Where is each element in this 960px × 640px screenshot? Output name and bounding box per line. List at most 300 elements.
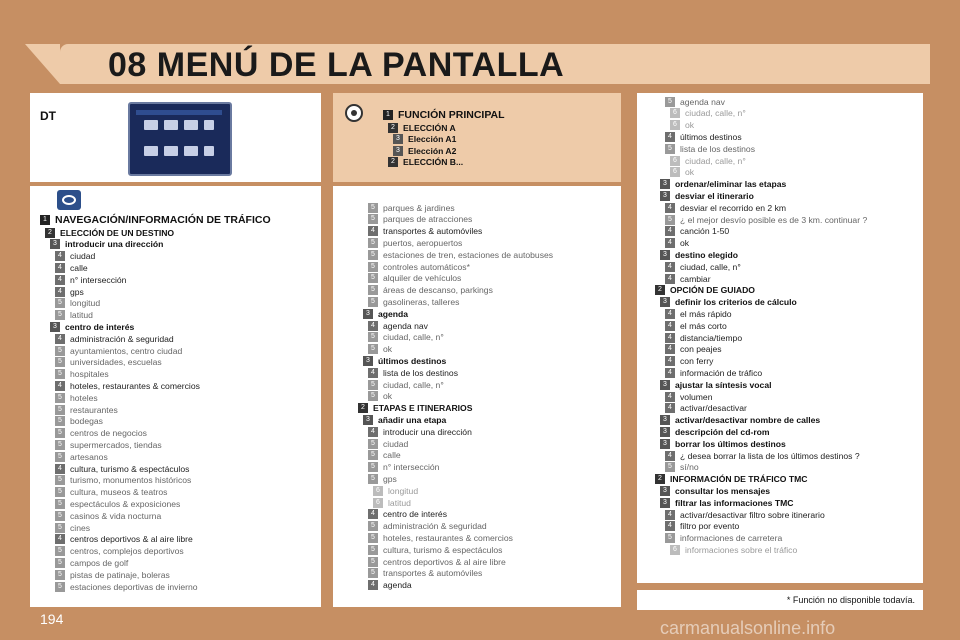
- level-badge: 4: [55, 381, 65, 391]
- level-badge: 3: [660, 380, 670, 390]
- level-badge: 3: [363, 415, 373, 425]
- menu-item-text: filtro por evento: [680, 521, 740, 532]
- menu-item-text: restaurantes: [70, 404, 118, 415]
- col2-item: [368, 568, 482, 579]
- col2-item: [368, 580, 412, 591]
- col3-item: [665, 450, 860, 461]
- level-badge: 4: [55, 275, 65, 285]
- menu-item-text: agenda nav: [680, 96, 725, 107]
- col2-item: [368, 367, 458, 378]
- menu-item-text: centros de negocios: [70, 428, 147, 439]
- level-badge: 4: [665, 368, 675, 378]
- menu-item-text: ciudad, calle, n°: [680, 261, 741, 272]
- menu-item-text: descripción del cd-rom: [675, 426, 770, 437]
- menu-item-text: canción 1-50: [680, 226, 730, 237]
- col1-item: [55, 487, 167, 498]
- level-badge: 4: [368, 226, 378, 236]
- level-badge: 5: [55, 499, 65, 509]
- level-badge: 5: [368, 262, 378, 272]
- col1-item: [55, 251, 95, 262]
- col3-item: [660, 497, 793, 508]
- menu-item-text: centro de interés: [65, 321, 135, 332]
- screen-icon: [164, 146, 178, 156]
- col1-item: [55, 463, 189, 474]
- col3-item: [665, 202, 786, 213]
- col2-item: [368, 438, 408, 449]
- col2-item: [368, 556, 506, 567]
- col2-item: [363, 414, 446, 425]
- menu-item-text: latitud: [388, 497, 411, 508]
- col2-item: [368, 237, 462, 248]
- level-badge: 5: [55, 298, 65, 308]
- level-badge: 4: [665, 333, 675, 343]
- level-badge: 3: [660, 191, 670, 201]
- level-badge: 2: [45, 228, 55, 238]
- level-badge: 3: [393, 134, 403, 144]
- menu-item-text: ajustar la síntesis vocal: [675, 379, 772, 390]
- level-badge: 3: [363, 356, 373, 366]
- menu-item-text: ok: [685, 120, 695, 131]
- menu-item-text: Elección A1: [408, 134, 457, 144]
- level-badge: 5: [55, 369, 65, 379]
- watermark: carmanualsonline.info: [660, 618, 836, 638]
- level-badge: 4: [368, 427, 378, 437]
- level-badge: 5: [368, 332, 378, 342]
- level-badge: 5: [665, 462, 675, 472]
- level-badge: 5: [55, 428, 65, 438]
- menu-item-text: alquiler de vehículos: [383, 273, 462, 284]
- menu-item-text: pistas de patinaje, boleras: [70, 569, 170, 580]
- menu-item-text: administración & seguridad: [383, 521, 487, 532]
- col1-item: [55, 522, 90, 533]
- level-badge: 5: [55, 558, 65, 568]
- menu-item-text: espectáculos & exposiciones: [70, 498, 181, 509]
- col3-item: [665, 509, 825, 520]
- col1-item: [50, 321, 134, 332]
- col2-item: [358, 403, 472, 414]
- level-badge: 5: [55, 393, 65, 403]
- screen-icon: [144, 120, 158, 130]
- level-badge: 3: [660, 498, 670, 508]
- screen-icon: [204, 146, 214, 156]
- level-badge: 6: [670, 156, 680, 166]
- col1-item: [40, 214, 271, 225]
- col3-item: [670, 155, 746, 166]
- level-badge: 4: [55, 251, 65, 261]
- col3-item: [660, 415, 820, 426]
- menu-item-text: hoteles: [70, 392, 98, 403]
- menu-item-text: desviar el recorrido en 2 km: [680, 202, 787, 213]
- col2-item: [368, 379, 444, 390]
- menu-item-text: ok: [685, 167, 695, 178]
- level-badge: 4: [665, 203, 675, 213]
- level-badge: 3: [363, 309, 373, 319]
- level-badge: 5: [368, 214, 378, 224]
- menu-item-text: información de tráfico: [680, 367, 763, 378]
- level-badge: 3: [660, 486, 670, 496]
- navigation-icon: [57, 190, 81, 210]
- level-badge: 4: [368, 509, 378, 519]
- col3-item: [660, 379, 772, 390]
- menu-item-text: ciudad, calle, n°: [685, 108, 746, 119]
- col3-item: [660, 485, 770, 496]
- level-badge: 4: [55, 334, 65, 344]
- level-badge: 4: [55, 464, 65, 474]
- level-badge: 4: [368, 321, 378, 331]
- menu-item-text: ETAPAS E ITINERARIOS: [373, 403, 473, 414]
- col1-item: [55, 286, 84, 297]
- screen-header-bar: [136, 110, 222, 115]
- menu-item-text: activar/desactivar nombre de calles: [675, 415, 821, 426]
- col1-item: [55, 298, 100, 309]
- col1-item: [55, 274, 126, 285]
- col1-item: [50, 239, 163, 250]
- menu-item-text: centros deportivos & al aire libre: [383, 556, 506, 567]
- col3-item: [665, 533, 782, 544]
- menu-item-text: gasolineras, talleres: [383, 296, 460, 307]
- col3-item: [665, 320, 727, 331]
- level-badge: 5: [368, 545, 378, 555]
- menu-item-text: sí/no: [680, 462, 699, 473]
- col3-item: [660, 249, 738, 260]
- level-badge: 4: [665, 403, 675, 413]
- level-badge: 5: [55, 357, 65, 367]
- col3-item: [660, 426, 770, 437]
- col3-item: [665, 391, 712, 402]
- page-number: 194: [40, 611, 64, 627]
- menu-item-text: latitud: [70, 310, 93, 321]
- col3-item: [665, 226, 729, 237]
- func-item: [393, 134, 456, 145]
- menu-item-text: cultura, turismo & espectáculos: [383, 544, 503, 555]
- menu-item-text: n° intersección: [383, 462, 440, 473]
- col3-item: [665, 462, 699, 473]
- level-badge: 5: [55, 523, 65, 533]
- menu-item-text: ¿ desea borrar la lista de los últimos destinos ?: [680, 450, 860, 461]
- menu-item-text: agenda: [383, 580, 412, 591]
- col1-item: [55, 534, 193, 545]
- menu-item-text: introducir una dirección: [65, 239, 164, 250]
- col3-item: [665, 143, 755, 154]
- menu-item-text: ok: [383, 391, 393, 402]
- level-badge: 4: [665, 451, 675, 461]
- display-screen-image: [128, 102, 232, 176]
- col1-item: [55, 451, 108, 462]
- col2-item: [368, 450, 401, 461]
- level-badge: 4: [665, 262, 675, 272]
- col2-item: [368, 344, 392, 355]
- menu-item-text: ciudad: [383, 438, 409, 449]
- col2-item: [373, 485, 418, 496]
- col2-item: [368, 261, 470, 272]
- menu-item-text: transportes & automóviles: [383, 226, 483, 237]
- col2-item: [368, 285, 493, 296]
- menu-item-text: lista de los destinos: [680, 143, 755, 154]
- screen-icon: [204, 120, 214, 130]
- col2-item: [368, 426, 472, 437]
- level-badge: 5: [368, 474, 378, 484]
- col1-item: [55, 310, 93, 321]
- col1-item: [55, 404, 118, 415]
- menu-item-text: cultura, museos & teatros: [70, 487, 168, 498]
- level-badge: 4: [665, 356, 675, 366]
- menu-item-text: últimos destinos: [680, 131, 742, 142]
- col1-item: [55, 581, 198, 592]
- level-badge: 5: [55, 475, 65, 485]
- level-badge: 5: [368, 238, 378, 248]
- level-badge: 4: [665, 132, 675, 142]
- level-badge: 4: [665, 309, 675, 319]
- col3-item: [660, 438, 786, 449]
- level-badge: 1: [40, 215, 50, 225]
- menu-item-text: estaciones de tren, estaciones de autobuses: [383, 249, 554, 260]
- menu-item-text: calle: [70, 262, 88, 273]
- level-badge: 3: [50, 322, 60, 332]
- level-badge: 5: [55, 346, 65, 356]
- menu-item-text: NAVEGACIÓN/INFORMACIÓN DE TRÁFICO: [55, 213, 271, 226]
- level-badge: 4: [368, 368, 378, 378]
- col1-item: [55, 557, 128, 568]
- menu-item-text: bodegas: [70, 416, 103, 427]
- menu-item-text: ok: [680, 238, 690, 249]
- menu-item-text: centros, complejos deportivos: [70, 546, 184, 557]
- col1-item: [55, 262, 88, 273]
- col3-item: [660, 190, 754, 201]
- level-badge: 3: [660, 297, 670, 307]
- func-item: [388, 122, 456, 133]
- menu-item-text: hospitales: [70, 369, 109, 380]
- menu-item-text: últimos destinos: [378, 355, 447, 366]
- level-badge: 4: [665, 226, 675, 236]
- menu-item-text: ok: [383, 344, 393, 355]
- col2-item: [368, 249, 553, 260]
- menu-item-text: ¿ el mejor desvío posible es de 3 km. continuar ?: [680, 214, 868, 225]
- menu-item-text: borrar los últimos destinos: [675, 438, 786, 449]
- function-legend-panel: [333, 93, 621, 182]
- menu-item-text: INFORMACIÓN DE TRÁFICO TMC: [670, 474, 808, 485]
- menu-item-text: ciudad, calle, n°: [383, 379, 444, 390]
- level-badge: 5: [55, 416, 65, 426]
- menu-item-text: con peajes: [680, 344, 722, 355]
- menu-item-text: centro de interés: [383, 509, 448, 520]
- col2-item: [368, 332, 444, 343]
- col3-item: [655, 474, 808, 485]
- col1-item: [55, 510, 161, 521]
- level-badge: 5: [55, 487, 65, 497]
- menu-item-text: ELECCIÓN B...: [403, 157, 464, 167]
- menu-item-text: longitud: [388, 485, 419, 496]
- level-badge: 5: [368, 250, 378, 260]
- level-badge: 5: [55, 310, 65, 320]
- level-badge: 3: [660, 439, 670, 449]
- col3-item: [665, 214, 867, 225]
- level-badge: 5: [665, 215, 675, 225]
- menu-item-text: informaciones de carretera: [680, 533, 783, 544]
- level-badge: 2: [388, 157, 398, 167]
- menu-item-text: hoteles, restaurantes & comercios: [383, 532, 513, 543]
- col2-item: [368, 544, 502, 555]
- level-badge: 5: [368, 285, 378, 295]
- col2-item: [368, 509, 447, 520]
- menu-item-text: calle: [383, 450, 401, 461]
- menu-item-text: hoteles, restaurantes & comercios: [70, 380, 200, 391]
- menu-item-text: cultura, turismo & espectáculos: [70, 463, 190, 474]
- col2-item: [368, 320, 428, 331]
- level-badge: 4: [665, 274, 675, 284]
- func-item: [388, 157, 463, 168]
- level-badge: 2: [655, 474, 665, 484]
- level-badge: 5: [368, 203, 378, 213]
- menu-item-text: cambiar: [680, 273, 711, 284]
- col2-item: [368, 532, 513, 543]
- col2-item: [368, 226, 482, 237]
- col1-item: [55, 369, 109, 380]
- level-badge: 5: [665, 97, 675, 107]
- menu-item-text: transportes & automóviles: [383, 568, 483, 579]
- col1-item: [55, 392, 98, 403]
- menu-item-text: centros deportivos & al aire libre: [70, 534, 193, 545]
- level-badge: 5: [368, 533, 378, 543]
- col3-item: [665, 261, 741, 272]
- menu-item-text: gps: [70, 286, 84, 297]
- level-badge: 5: [665, 144, 675, 154]
- menu-item-text: ciudad, calle, n°: [383, 332, 444, 343]
- page-title: 08 MENÚ DE LA PANTALLA: [108, 46, 565, 84]
- col1-item: [45, 227, 174, 238]
- level-badge: 5: [368, 450, 378, 460]
- col3-item: [670, 167, 694, 178]
- level-badge: 4: [665, 238, 675, 248]
- level-badge: 4: [665, 344, 675, 354]
- menu-item-text: controles automáticos*: [383, 261, 470, 272]
- col3-item: [665, 96, 725, 107]
- menu-item-text: ELECCIÓN DE UN DESTINO: [60, 227, 175, 238]
- menu-item-text: definir los criterios de cálculo: [675, 297, 797, 308]
- level-badge: 4: [55, 263, 65, 273]
- col1-item: [55, 380, 200, 391]
- level-badge: 5: [368, 273, 378, 283]
- menu-item-text: introducir una dirección: [383, 426, 472, 437]
- menu-item-text: añadir una etapa: [378, 414, 447, 425]
- menu-item-text: Elección A2: [408, 145, 457, 156]
- menu-item-text: ciudad, calle, n°: [685, 155, 746, 166]
- col3-item: [670, 108, 746, 119]
- menu-item-text: OPCIÓN DE GUIADO: [670, 285, 755, 296]
- col3-item: [655, 285, 755, 296]
- menu-item-text: desviar el itinerario: [675, 190, 754, 201]
- menu-item-text: ayuntamientos, centro ciudad: [70, 345, 183, 356]
- menu-item-text: universidades, escuelas: [70, 357, 162, 368]
- col2-item: [363, 355, 446, 366]
- col3-item: [665, 367, 762, 378]
- level-badge: 2: [358, 403, 368, 413]
- menu-item-text: n° intersección: [70, 274, 127, 285]
- level-badge: 5: [665, 533, 675, 543]
- level-badge: 4: [665, 510, 675, 520]
- col1-item: [55, 569, 170, 580]
- level-badge: 5: [55, 582, 65, 592]
- menu-item-text: longitud: [70, 298, 101, 309]
- level-badge: 5: [368, 344, 378, 354]
- col3-item: [665, 131, 742, 142]
- level-badge: 6: [670, 167, 680, 177]
- menu-item-text: con ferry: [680, 356, 714, 367]
- level-badge: 5: [55, 452, 65, 462]
- col2-item: [368, 391, 392, 402]
- col1-item: [55, 345, 182, 356]
- level-badge: 2: [388, 123, 398, 133]
- menu-item-text: gps: [383, 473, 397, 484]
- menu-item-text: cines: [70, 522, 91, 533]
- menu-item-text: activar/desactivar filtro sobre itinerario: [680, 509, 825, 520]
- level-badge: 3: [50, 239, 60, 249]
- col1-item: [55, 498, 180, 509]
- menu-item-text: estaciones deportivas de invierno: [70, 581, 198, 592]
- screen-icon: [184, 120, 198, 130]
- menu-item-text: casinos & vida nocturna: [70, 510, 162, 521]
- col2-item: [368, 273, 461, 284]
- menu-item-text: administración & seguridad: [70, 333, 174, 344]
- menu-item-text: puertos, aeropuertos: [383, 237, 463, 248]
- footnote: * Función no disponible todavía.: [637, 590, 923, 610]
- level-badge: 5: [368, 380, 378, 390]
- menu-item-text: áreas de descanso, parkings: [383, 285, 493, 296]
- level-badge: 5: [368, 439, 378, 449]
- level-badge: 5: [368, 391, 378, 401]
- col1-item: [55, 546, 184, 557]
- menu-item-text: parques de atracciones: [383, 214, 473, 225]
- level-badge: 4: [55, 534, 65, 544]
- col3-item: [665, 332, 742, 343]
- menu-item-text: destino elegido: [675, 249, 739, 260]
- col1-item: [55, 357, 162, 368]
- col3-item: [665, 308, 732, 319]
- col2-item: [368, 521, 487, 532]
- level-badge: 5: [368, 462, 378, 472]
- level-badge: 4: [368, 580, 378, 590]
- menu-item-text: ELECCIÓN A: [403, 122, 456, 133]
- level-badge: 5: [55, 405, 65, 415]
- col3-item: [660, 297, 797, 308]
- col2-item: [368, 473, 397, 484]
- menu-item-text: campos de golf: [70, 557, 129, 568]
- col2-item: [368, 214, 472, 225]
- col3-item: [665, 344, 722, 355]
- col2-item: [373, 497, 411, 508]
- col3-item: [665, 521, 739, 532]
- level-badge: 5: [368, 521, 378, 531]
- gear-icon: [345, 104, 363, 122]
- menu-item-text: supermercados, tiendas: [70, 439, 162, 450]
- level-badge: 5: [55, 511, 65, 521]
- level-badge: 3: [393, 146, 403, 156]
- level-badge: 1: [383, 110, 393, 120]
- level-badge: 2: [655, 285, 665, 295]
- level-badge: 6: [670, 108, 680, 118]
- menu-item-text: turismo, monumentos históricos: [70, 475, 192, 486]
- menu-item-text: distancia/tiempo: [680, 332, 743, 343]
- level-badge: 5: [368, 557, 378, 567]
- col3-item: [670, 544, 797, 555]
- level-badge: 3: [660, 250, 670, 260]
- menu-item-text: volumen: [680, 391, 713, 402]
- level-badge: 5: [55, 570, 65, 580]
- col1-item: [55, 475, 191, 486]
- menu-item-text: consultar los mensajes: [675, 485, 771, 496]
- level-badge: 6: [670, 545, 680, 555]
- col3-item: [660, 179, 786, 190]
- col2-item: [368, 202, 455, 213]
